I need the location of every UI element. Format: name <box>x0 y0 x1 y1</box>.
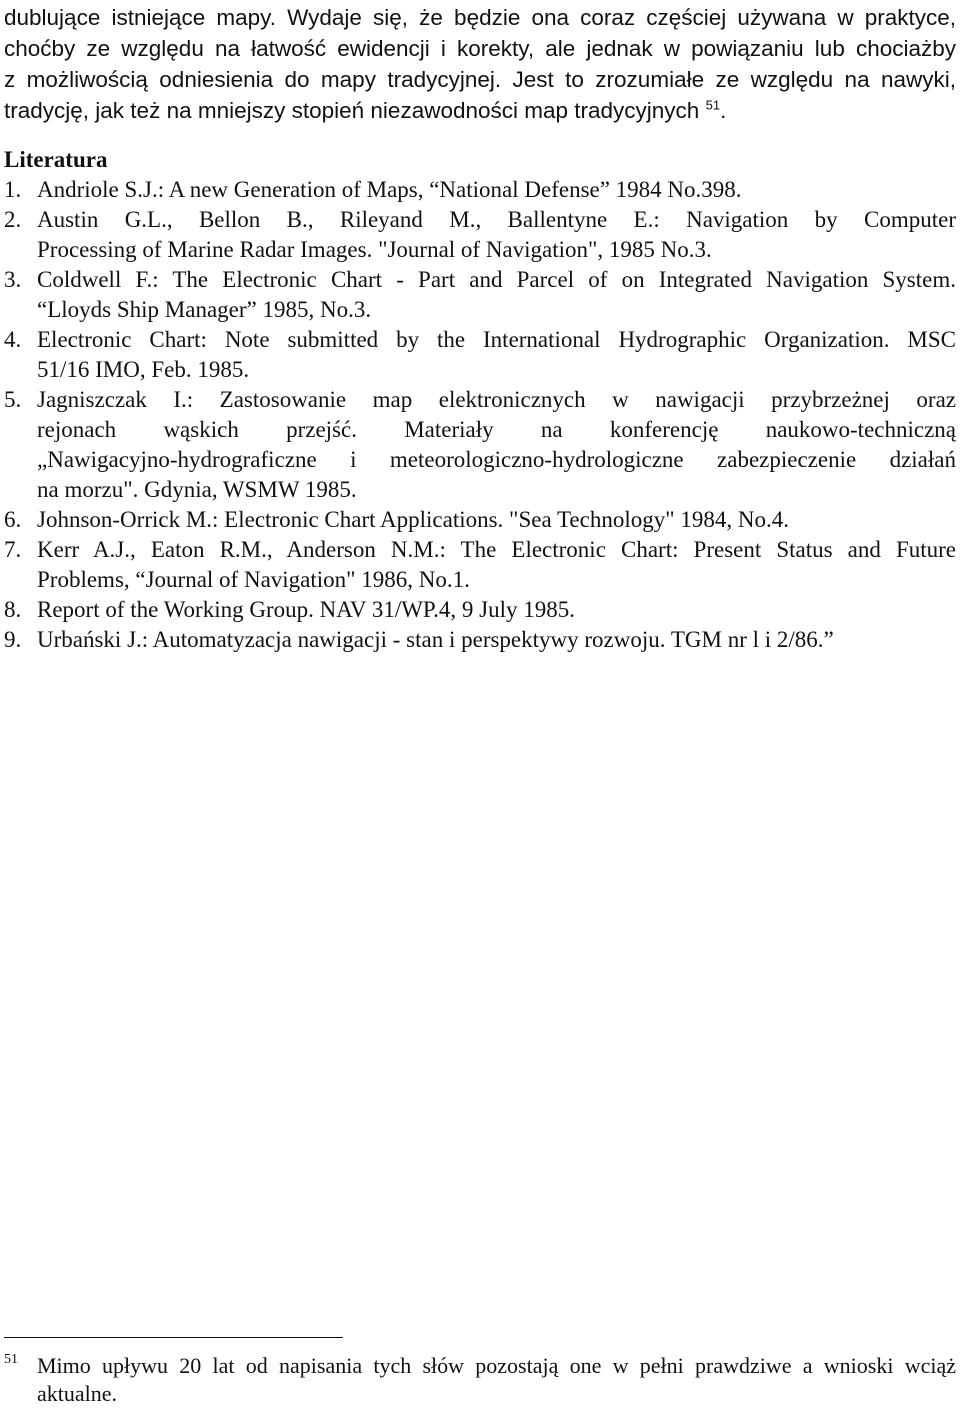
document-page <box>4 0 956 655</box>
reference-list <box>4 175 956 655</box>
intro-line-last <box>4 95 956 126</box>
reference-item <box>4 325 956 385</box>
intro-paragraph <box>4 0 956 126</box>
section-heading: Literatura <box>4 147 108 172</box>
reference-line: rejonach wąskich przejść. Materiały na konferencję naukowo-techniczną <box>37 417 956 442</box>
reference-number: 1. <box>4 177 22 202</box>
reference-line: Johnson-Orrick M.: Electronic Chart Applications. "Sea Technology" 1984, No.4. <box>37 507 789 532</box>
footnote-text <box>37 1352 956 1408</box>
reference-item <box>4 205 956 265</box>
footnote-line: Mimo upływu 20 lat od napisania tych słów pozostają one w pełni prawdziwe a wnioski wciąż <box>37 1353 956 1378</box>
footnote-line: aktualne. <box>37 1381 118 1406</box>
reference-line: na morzu". Gdynia, WSMW 1985. <box>37 477 357 502</box>
reference-item <box>4 625 956 655</box>
reference-number: 6. <box>4 507 22 532</box>
footnote-separator <box>4 1337 343 1338</box>
reference-number: 5. <box>4 387 22 412</box>
intro-line: tradycję, jak też na mniejszy stopień niezawodności map tradycyjnych <box>4 98 700 123</box>
reference-item <box>4 535 956 595</box>
reference-item <box>4 265 956 325</box>
reference-line: Urbański J.: Automatyzacja nawigacji - stan i perspektywy rozwoju. TGM nr l i 2/86.” <box>37 627 834 652</box>
reference-line: Jagniszczak I.: Zastosowanie map elektronicznych w nawigacji przybrzeżnej oraz <box>37 387 956 412</box>
reference-line: Electronic Chart: Note submitted by the International Hydrographic Organization. MSC <box>37 327 956 352</box>
intro-end-punctuation: . <box>720 98 727 123</box>
intro-line: choćby ze względu na łatwość ewidencji i korekty, ale jednak w powiązaniu lub chociażby <box>4 36 956 61</box>
reference-item <box>4 595 956 625</box>
reference-number: 3. <box>4 267 22 292</box>
reference-item <box>4 385 956 505</box>
reference-number: 9. <box>4 627 22 652</box>
footnote-number: 51 <box>4 1352 18 1367</box>
reference-item <box>4 505 956 535</box>
reference-line: Andriole S.J.: A new Generation of Maps, “National Defense” 1984 No.398. <box>37 177 742 202</box>
reference-line: 51/16 IMO, Feb. 1985. <box>37 357 250 382</box>
reference-line: Coldwell F.: The Electronic Chart - Part and Parcel of on Integrated Navigation System. <box>37 267 956 292</box>
reference-line: Kerr A.J., Eaton R.M., Anderson N.M.: The Electronic Chart: Present Status and Future <box>37 537 956 562</box>
reference-line: Problems, “Journal of Navigation" 1986, No.1. <box>37 567 470 592</box>
reference-number: 2. <box>4 207 22 232</box>
reference-number: 8. <box>4 597 22 622</box>
reference-line: Processing of Marine Radar Images. "Journal of Navigation", 1985 No.3. <box>37 237 712 262</box>
reference-number: 7. <box>4 537 22 562</box>
footnote <box>4 1352 956 1408</box>
intro-line: z możliwością odniesienia do mapy tradycyjnej. Jest to zrozumiałe ze względu na nawyki, <box>4 67 956 92</box>
reference-number: 4. <box>4 327 22 352</box>
intro-line: dublujące istniejące mapy. Wydaje się, że będzie ona coraz częściej używana w praktyce, <box>4 5 956 30</box>
reference-line: Report of the Working Group. NAV 31/WP.4, 9 July 1985. <box>37 597 576 622</box>
reference-line: Austin G.L., Bellon B., Rileyand M., Ballentyne E.: Navigation by Computer <box>37 207 956 232</box>
reference-item <box>4 175 956 205</box>
reference-line: „Nawigacyjno-hydrograficzne i meteorologiczno-hydrologiczne zabezpieczenie działań <box>37 447 956 472</box>
reference-line: “Lloyds Ship Manager” 1985, No.3. <box>37 297 372 322</box>
footnote-marker: 51 <box>705 97 721 113</box>
